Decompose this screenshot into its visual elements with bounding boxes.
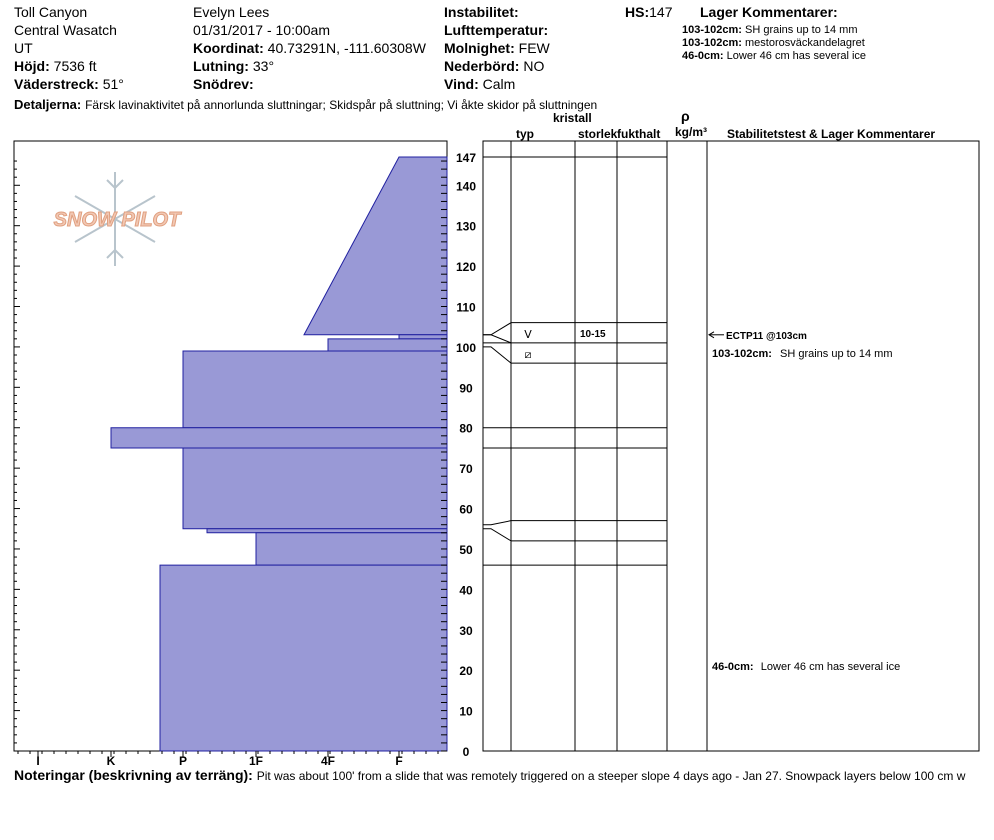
- notes-label: Noteringar (beskrivning av terräng):: [14, 767, 253, 783]
- y-tick-label: 80: [459, 421, 473, 436]
- hardness-layer: [207, 529, 447, 533]
- y-tick-label: 30: [459, 623, 473, 638]
- crystal-size: 10-15: [580, 328, 606, 340]
- sky-label: Molnighet:: [444, 40, 515, 56]
- depth-connector: [483, 529, 511, 541]
- location: Toll Canyon: [14, 4, 88, 20]
- y-tick-label: 120: [455, 260, 477, 275]
- y-tick-label: 140: [455, 179, 477, 194]
- wind-value: Calm: [482, 76, 516, 92]
- y-tick-label: 90: [459, 381, 473, 396]
- hardness-layer: [160, 565, 447, 751]
- y-tick-label: 50: [459, 542, 473, 557]
- col-crystal: kristall: [553, 111, 592, 125]
- depth-connector: [483, 347, 511, 363]
- datetime: 01/31/2017 - 10:00am: [193, 22, 330, 38]
- y-tick-label: 100: [455, 340, 477, 355]
- layer-comments-title: Lager Kommentarer:: [700, 4, 838, 20]
- depth-connector: [483, 335, 511, 343]
- layer-comment-range: 46-0cm:: [712, 661, 754, 674]
- layer-comment-range: 103-102cm:: [712, 347, 772, 360]
- drift-label: Snödrev:: [193, 76, 254, 92]
- x-tick-label: F: [395, 754, 403, 768]
- y-tick-label: 10: [459, 704, 473, 719]
- precip-value: NO: [523, 58, 545, 74]
- crystal-symbol: ⧄: [524, 347, 532, 361]
- aspect-label: Väderstreck:: [14, 76, 99, 92]
- range: Central Wasatch: [14, 22, 117, 38]
- notes-text: Pit was about 100' from a slide that was remotely triggered on a steeper slope 4 days ago - Jan 27. Snowpack layers below 100 cm w: [256, 769, 966, 783]
- instability-label: Instabilitet:: [444, 4, 519, 20]
- table-frame: [483, 141, 979, 751]
- coord-value: 40.73291N, -111.60308W: [267, 40, 426, 56]
- hardness-layer: [328, 339, 447, 351]
- y-tick-label: 0: [462, 745, 470, 759]
- hardness-layer: [399, 335, 447, 339]
- aspect-value: 51°: [102, 76, 124, 92]
- hardness-layer: [183, 351, 447, 428]
- layer-comment-range: 103-102cm:: [682, 37, 742, 49]
- hs-label: HS:: [625, 4, 650, 20]
- col-stability: Stabilitetstest & Lager Kommentarer: [727, 127, 936, 141]
- airtemp-label: Lufttemperatur:: [444, 22, 549, 38]
- layer-comment-text: Lower 46 cm has several ice: [726, 50, 867, 62]
- state: UT: [14, 40, 33, 56]
- col-density: kg/m³: [675, 125, 708, 139]
- y-tick-label: 110: [456, 300, 476, 315]
- sky-value: FEW: [518, 40, 550, 56]
- coord-label: Koordinat:: [193, 40, 264, 56]
- col-rho: ρ: [681, 108, 690, 124]
- x-tick-label: 1F: [248, 754, 264, 768]
- y-tick-label: 130: [455, 219, 477, 234]
- y-tick-label: 60: [459, 502, 473, 517]
- depth-connector: [483, 521, 511, 525]
- layer-comment-text: Lower 46 cm has several ice: [760, 661, 901, 674]
- hardness-layer: [183, 448, 447, 529]
- observer: Evelyn Lees: [193, 4, 270, 20]
- elevation-value: 7536 ft: [53, 58, 97, 74]
- y-tick-label: 20: [459, 664, 473, 679]
- layer-comment-text: SH grains up to 14 mm: [745, 24, 858, 36]
- x-tick-label: I: [36, 754, 40, 768]
- hardness-layer: [304, 157, 447, 335]
- y-tick-label: 70: [459, 462, 473, 477]
- hardness-layer: [111, 428, 447, 448]
- slope-label: Lutning:: [193, 58, 249, 74]
- y-tick-label: 40: [459, 583, 473, 598]
- col-type: typ: [516, 127, 534, 141]
- layer-comment-text: mestorosväckandelagret: [745, 37, 865, 49]
- hs-value: 147: [649, 4, 673, 20]
- wind-label: Vind:: [444, 76, 479, 92]
- hardness-layer: [256, 533, 447, 565]
- y-tick-label: 147: [455, 151, 477, 165]
- col-moisture: fukthalt: [617, 127, 661, 141]
- details-value: Färsk lavinaktivitet på annorlunda sluttningar; Skidspår på sluttning; Vi åkte skidor på sluttningen: [85, 98, 598, 112]
- crystal-symbol: V: [524, 327, 532, 341]
- logo-text: SNOW PILOT: [53, 209, 181, 231]
- x-tick-label: P: [178, 754, 188, 768]
- layer-comment-range: 103-102cm:: [682, 24, 742, 36]
- layer-comment-text: SH grains up to 14 mm: [780, 347, 893, 360]
- details-label: Detaljerna:: [14, 97, 82, 112]
- col-size: storlek: [578, 127, 618, 141]
- snowpilot-logo: [54, 172, 182, 266]
- depth-connector: [483, 323, 511, 335]
- precip-label: Nederbörd:: [444, 58, 520, 74]
- notes: [14, 767, 965, 784]
- x-tick-label: 4F: [320, 754, 336, 768]
- layer-comment-range: 46-0cm:: [682, 50, 724, 62]
- elevation-label: Höjd:: [14, 58, 50, 74]
- stability-test: ECTP11 @103cm: [726, 330, 807, 342]
- slope-value: 33°: [252, 58, 275, 74]
- x-tick-label: K: [106, 754, 116, 768]
